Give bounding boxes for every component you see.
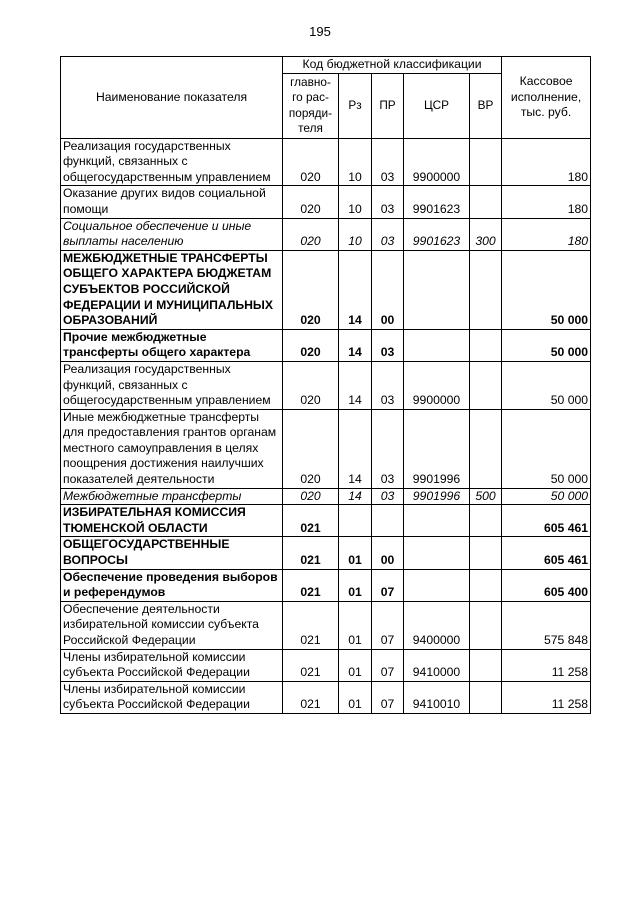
row-amount: 575 848 xyxy=(502,601,591,649)
row-grbs: 020 xyxy=(283,186,339,218)
row-amount: 50 000 xyxy=(502,329,591,361)
row-grbs: 020 xyxy=(283,329,339,361)
header-name: Наименование показателя xyxy=(61,57,283,139)
row-grbs: 021 xyxy=(283,569,339,601)
row-name: Обеспечение деятельности избирательной комиссии субъекта Российской Федерации xyxy=(61,601,283,649)
row-amount: 180 xyxy=(502,186,591,218)
row-csr: 9900000 xyxy=(404,361,470,409)
row-csr: 9901996 xyxy=(404,409,470,488)
row-rz: 10 xyxy=(339,186,372,218)
row-pr: 07 xyxy=(372,649,404,681)
row-name: Реализация государственных функций, связанных с общегосударственным управлением xyxy=(61,138,283,186)
row-amount: 50 000 xyxy=(502,488,591,505)
table-row xyxy=(61,569,591,601)
row-vr xyxy=(470,601,502,649)
row-csr: 9901623 xyxy=(404,186,470,218)
row-vr xyxy=(470,505,502,537)
header-amount: Кассовое исполнение, тыс. руб. xyxy=(502,57,591,139)
row-grbs: 020 xyxy=(283,218,339,250)
row-csr: 9410000 xyxy=(404,649,470,681)
header-rz: Рз xyxy=(339,73,372,138)
row-amount: 50 000 xyxy=(502,409,591,488)
row-vr: 300 xyxy=(470,218,502,250)
row-rz: 01 xyxy=(339,537,372,569)
row-pr: 00 xyxy=(372,250,404,329)
row-rz: 01 xyxy=(339,569,372,601)
row-grbs: 020 xyxy=(283,250,339,329)
row-name: Иные межбюджетные трансферты для предоставления грантов органам местного самоуправления в целях поощрения достижения наилучших показателей деятельности xyxy=(61,409,283,488)
row-csr xyxy=(404,505,470,537)
row-grbs: 021 xyxy=(283,649,339,681)
row-rz: 14 xyxy=(339,329,372,361)
table-row xyxy=(61,537,591,569)
row-name: Члены избирательной комиссии субъекта Российской Федерации xyxy=(61,649,283,681)
header-code-group: Код бюджетной классификации xyxy=(283,57,502,74)
row-name: Межбюджетные трансферты xyxy=(61,488,283,505)
row-csr: 9901623 xyxy=(404,218,470,250)
row-name: ОБЩЕГОСУДАРСТВЕННЫЕ ВОПРОСЫ xyxy=(61,537,283,569)
row-name: ИЗБИРАТЕЛЬНАЯ КОМИССИЯ ТЮМЕНСКОЙ ОБЛАСТИ xyxy=(61,505,283,537)
header-csr: ЦСР xyxy=(404,73,470,138)
row-grbs: 021 xyxy=(283,537,339,569)
row-grbs: 020 xyxy=(283,488,339,505)
row-pr: 07 xyxy=(372,569,404,601)
row-csr xyxy=(404,569,470,601)
row-pr: 03 xyxy=(372,329,404,361)
header-vr: ВР xyxy=(470,73,502,138)
row-rz: 01 xyxy=(339,601,372,649)
row-pr: 03 xyxy=(372,218,404,250)
table-row xyxy=(61,186,591,218)
row-pr: 07 xyxy=(372,681,404,713)
row-csr xyxy=(404,537,470,569)
row-name: Члены избирательной комиссии субъекта Российской Федерации xyxy=(61,681,283,713)
row-csr xyxy=(404,250,470,329)
row-vr xyxy=(470,138,502,186)
row-vr: 500 xyxy=(470,488,502,505)
row-name: МЕЖБЮДЖЕТНЫЕ ТРАНСФЕРТЫ ОБЩЕГО ХАРАКТЕРА БЮДЖЕТАМ СУБЪЕКТОВ РОССИЙСКОЙ ФЕДЕРАЦИИ И МУНИЦИПАЛЬНЫХ ОБРАЗОВАНИЙ xyxy=(61,250,283,329)
row-rz: 14 xyxy=(339,250,372,329)
row-pr: 03 xyxy=(372,186,404,218)
row-vr xyxy=(470,569,502,601)
row-csr xyxy=(404,329,470,361)
row-grbs: 021 xyxy=(283,505,339,537)
table-row xyxy=(61,361,591,409)
row-amount: 50 000 xyxy=(502,250,591,329)
row-pr: 03 xyxy=(372,361,404,409)
row-rz: 01 xyxy=(339,649,372,681)
table-row xyxy=(61,218,591,250)
row-vr xyxy=(470,409,502,488)
row-pr: 03 xyxy=(372,488,404,505)
row-csr: 9410010 xyxy=(404,681,470,713)
row-vr xyxy=(470,361,502,409)
row-amount: 605 400 xyxy=(502,569,591,601)
row-grbs: 021 xyxy=(283,601,339,649)
page-number: 195 xyxy=(309,24,331,39)
row-name: Оказание других видов социальной помощи xyxy=(61,186,283,218)
row-pr: 03 xyxy=(372,138,404,186)
row-csr: 9900000 xyxy=(404,138,470,186)
header-pr: ПР xyxy=(372,73,404,138)
table-row xyxy=(61,409,591,488)
row-name: Социальное обеспечение и иные выплаты населению xyxy=(61,218,283,250)
row-amount: 605 461 xyxy=(502,537,591,569)
header-grbs: главно-го рас-поряди-теля xyxy=(283,73,339,138)
table-row xyxy=(61,250,591,329)
row-name: Реализация государственных функций, связанных с общегосударственным управлением xyxy=(61,361,283,409)
row-vr xyxy=(470,537,502,569)
row-csr: 9901996 xyxy=(404,488,470,505)
table-row xyxy=(61,329,591,361)
row-vr xyxy=(470,250,502,329)
row-rz xyxy=(339,505,372,537)
row-grbs: 020 xyxy=(283,361,339,409)
row-vr xyxy=(470,681,502,713)
row-pr: 07 xyxy=(372,601,404,649)
row-vr xyxy=(470,329,502,361)
row-rz: 14 xyxy=(339,409,372,488)
header-row-top xyxy=(61,57,591,74)
row-amount: 11 258 xyxy=(502,649,591,681)
row-amount: 605 461 xyxy=(502,505,591,537)
row-rz: 01 xyxy=(339,681,372,713)
row-pr: 00 xyxy=(372,537,404,569)
row-amount: 180 xyxy=(502,138,591,186)
row-rz: 14 xyxy=(339,488,372,505)
table-row xyxy=(61,681,591,713)
row-rz: 10 xyxy=(339,218,372,250)
row-name: Обеспечение проведения выборов и референдумов xyxy=(61,569,283,601)
row-csr: 9400000 xyxy=(404,601,470,649)
table-row xyxy=(61,601,591,649)
table-row xyxy=(61,649,591,681)
row-amount: 50 000 xyxy=(502,361,591,409)
table-row xyxy=(61,138,591,186)
row-grbs: 020 xyxy=(283,409,339,488)
row-pr: 03 xyxy=(372,409,404,488)
row-vr xyxy=(470,186,502,218)
row-rz: 14 xyxy=(339,361,372,409)
row-grbs: 020 xyxy=(283,138,339,186)
budget-table xyxy=(60,56,591,714)
table-row xyxy=(61,488,591,505)
table-row xyxy=(61,505,591,537)
row-grbs: 021 xyxy=(283,681,339,713)
row-amount: 180 xyxy=(502,218,591,250)
row-name: Прочие межбюджетные трансферты общего характера xyxy=(61,329,283,361)
row-rz: 10 xyxy=(339,138,372,186)
row-vr xyxy=(470,649,502,681)
row-amount: 11 258 xyxy=(502,681,591,713)
row-pr xyxy=(372,505,404,537)
